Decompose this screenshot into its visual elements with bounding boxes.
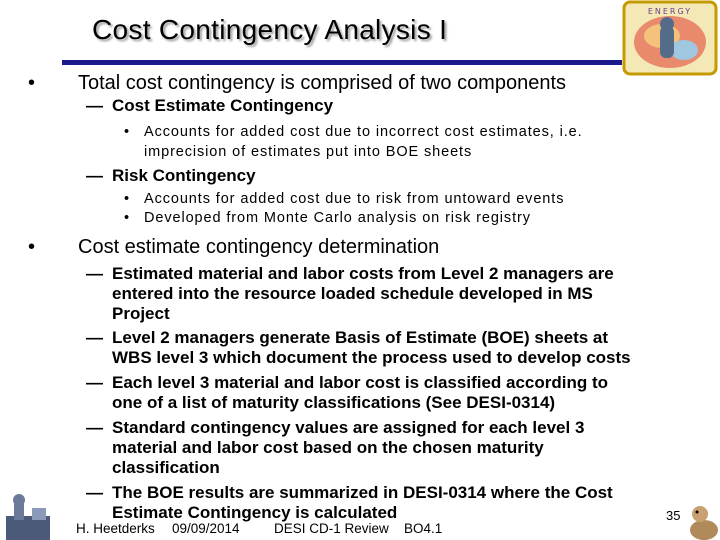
mascot-figure-icon [686,496,720,540]
point-accounts-incorrect-estimates: • Accounts for added cost due to incorrect cost estimates, i.e. imprecision of estimates put into BOE sheets [124,124,583,160]
bullet-text: Total cost contingency is comprised of two components [78,72,567,94]
energy-logo-icon [622,0,718,76]
bullet-cost-estimate-determination [28,236,440,259]
telescope-figure-icon [0,486,60,540]
bullet-dot: • [28,236,36,258]
subitem-standard-contingency: — Standard contingency values are assigned for each level 3 material and labor cost based on the chosen maturity classification [86,418,585,477]
subitem-boe-results: — The BOE results are summarized in DESI-0314 where the Cost Estimate Contingency is calculated [86,483,613,522]
subitem-cost-estimate-contingency: — Cost Estimate Contingency [86,96,334,115]
title-underline [62,60,622,65]
footer-author: H. Heetderks [76,521,155,536]
svg-text:ENERGY: ENERGY [647,7,693,16]
bullet-total-cost [28,72,567,95]
subitem-estimated-costs: — Estimated material and labor costs from Level 2 managers are entered into the resource loaded schedule developed in MS Project [86,264,614,323]
slide-title: Cost Contingency Analysis I [92,14,448,45]
subitem-boe-sheets: — Level 2 managers generate Basis of Estimate (BOE) sheets at WBS level 3 which document the process used to develop costs [86,328,631,367]
page-number: 35 [666,508,681,523]
bullet-dot: • [28,72,36,94]
footer-event: DESI CD-1 Review [274,521,389,536]
point-accounts-risk: • Accounts for added cost due to risk from untoward events [124,191,565,207]
subitem-maturity-classification: — Each level 3 material and labor cost is classified according to one of a list of maturity classifications (See DESI-0314) [86,373,609,412]
footer-ref: BO4.1 [404,521,443,536]
point-monte-carlo: • Developed from Monte Carlo analysis on risk registry [124,210,531,226]
footer-date: 09/09/2014 [172,521,240,536]
bullet-text: Cost estimate contingency determination [78,236,440,258]
subitem-risk-contingency: — Risk Contingency [86,166,256,185]
